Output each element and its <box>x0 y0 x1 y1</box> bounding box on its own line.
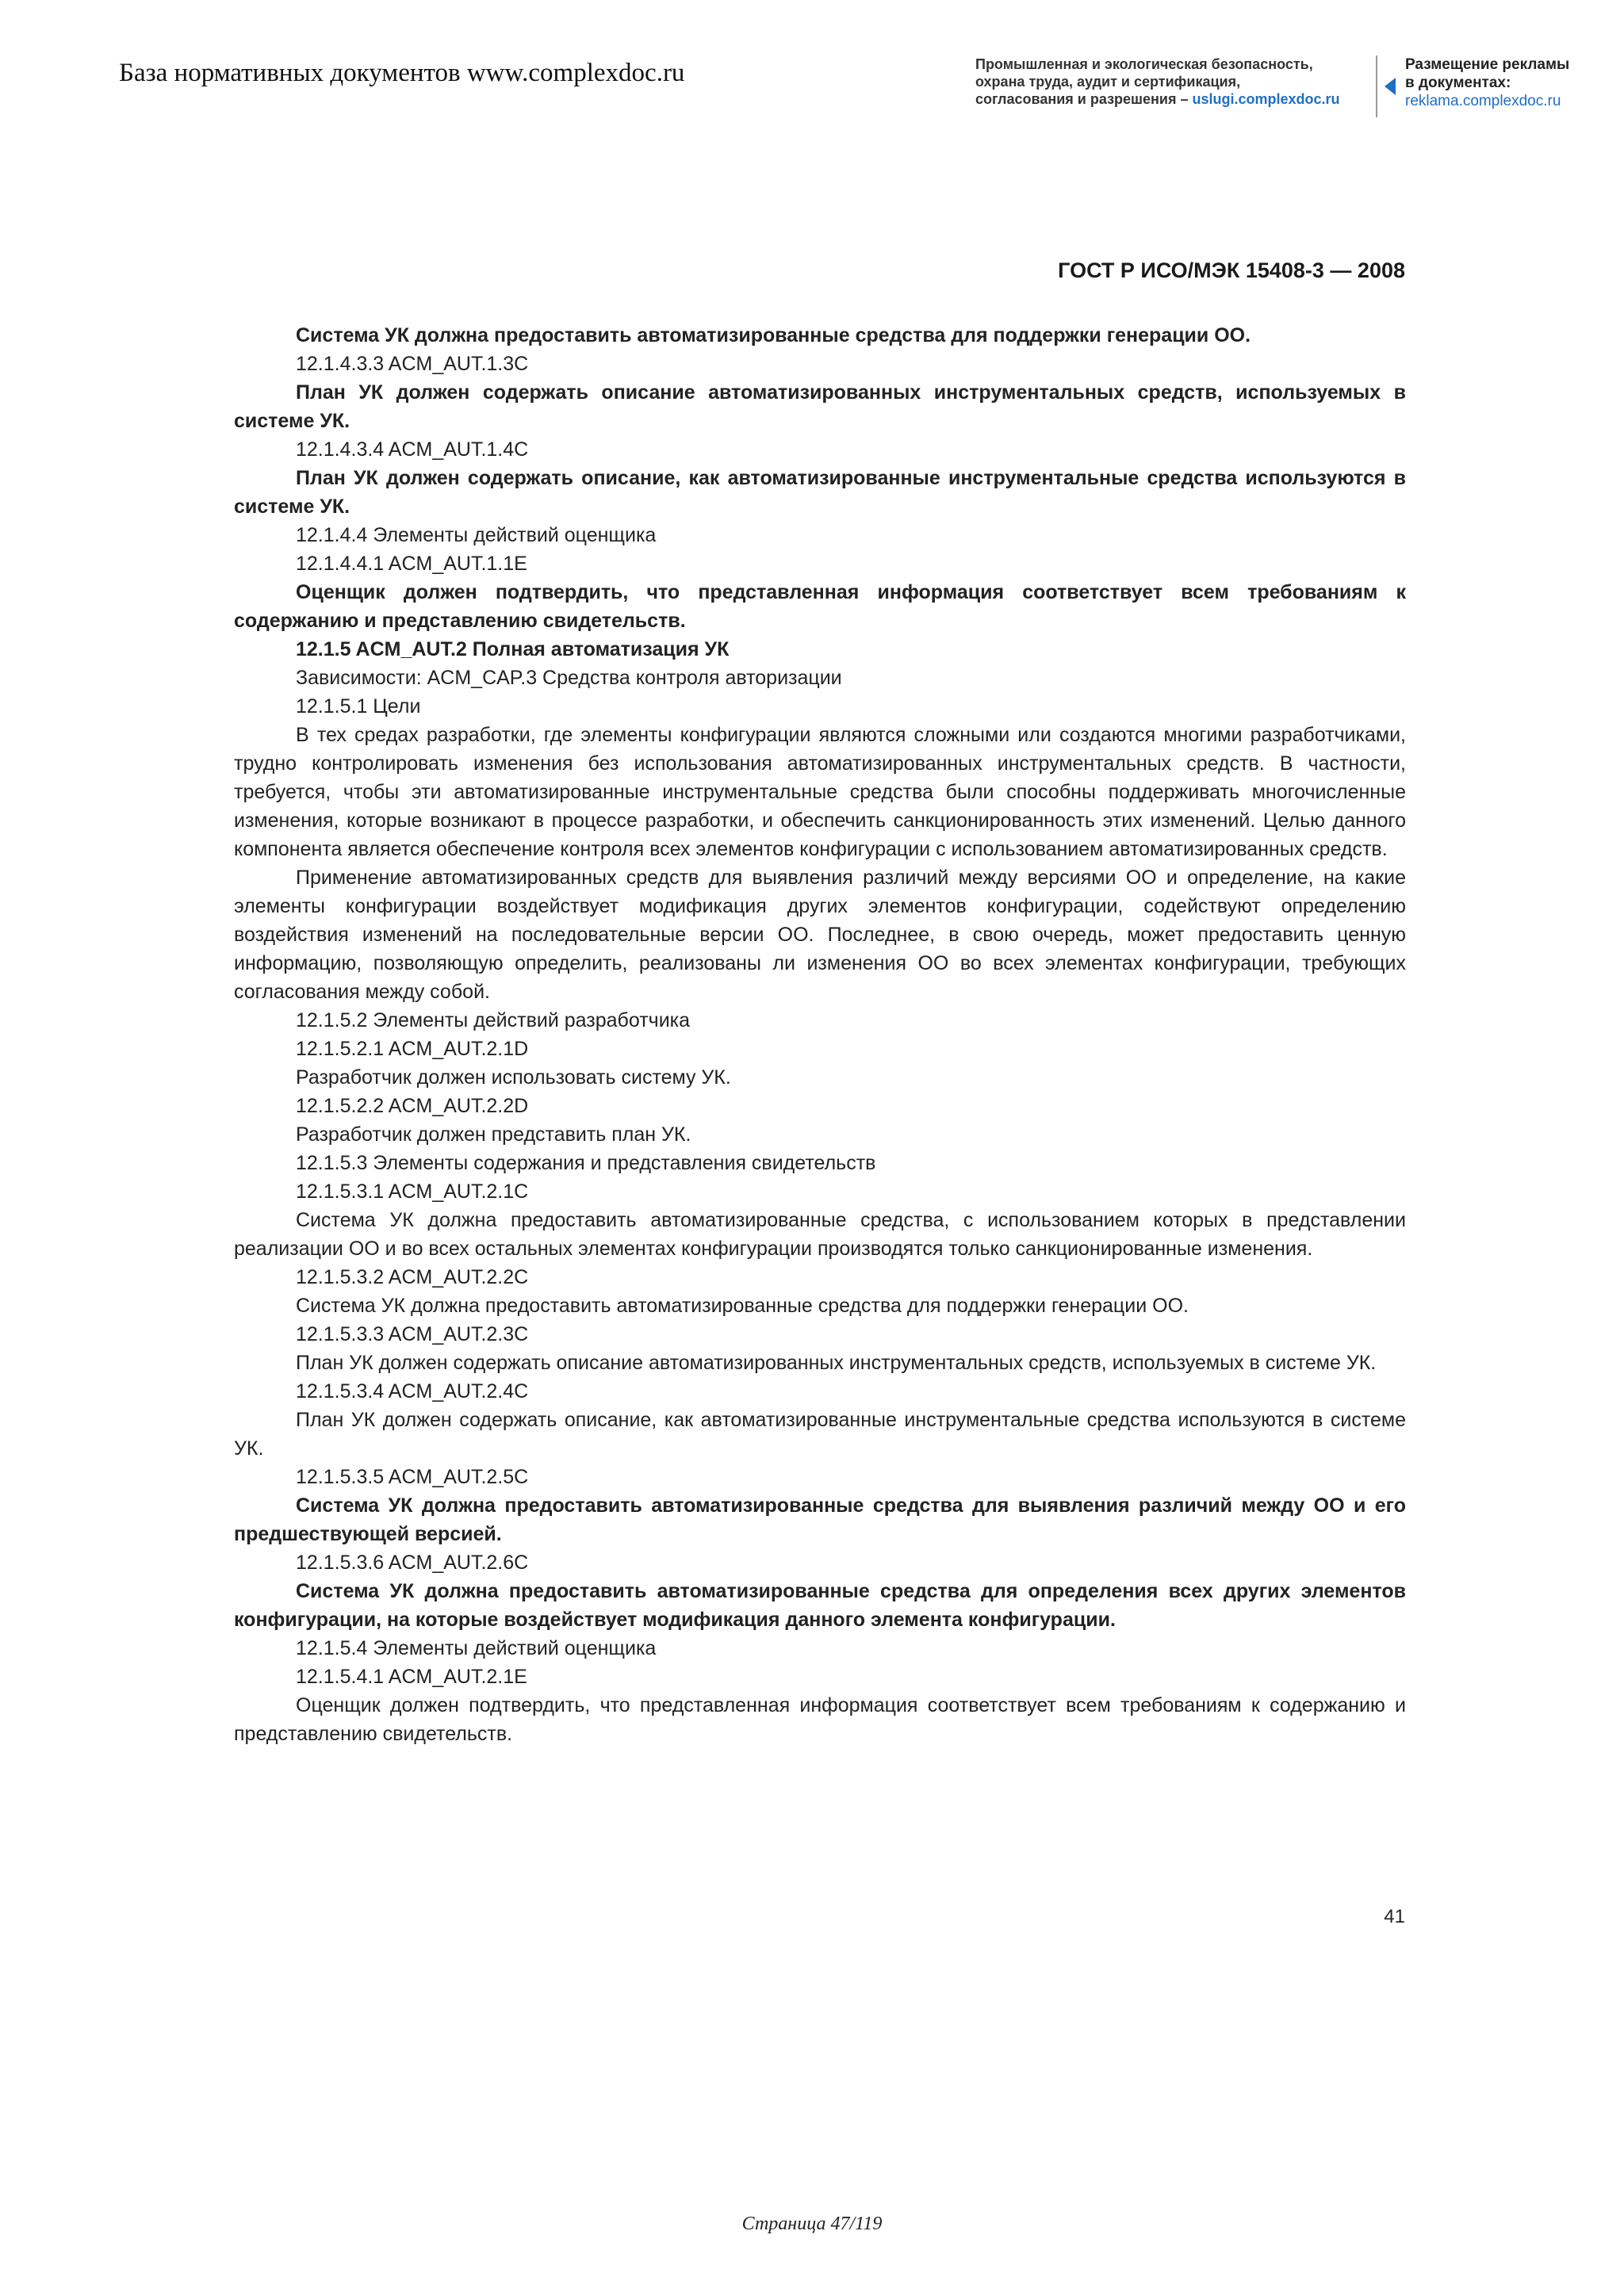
paragraph: 12.1.5.3.6 ACM_AUT.2.6C <box>296 1552 529 1574</box>
promo-line <box>975 90 1364 108</box>
paragraph: 12.1.4.3.3 ACM_AUT.1.3C <box>296 353 529 375</box>
paragraph: 12.1.5.4.1 ACM_AUT.2.1E <box>296 1666 527 1688</box>
paragraph: 12.1.5.3.3 ACM_AUT.2.3C <box>296 1323 529 1345</box>
promo-line: Промышленная и экологическая безопасность, <box>975 56 1313 72</box>
page-number: 41 <box>1384 1906 1405 1927</box>
paragraph: Система УК должна предоставить автоматизированные средства для поддержки генерации ОО. <box>296 1295 1189 1317</box>
bold-paragraph: Система УК должна предоставить автоматизированные средства для выявления различий между ОО и его предшествующей версией. <box>234 1494 1406 1545</box>
paragraph: Оценщик должен подтвердить, что представленная информация соответствует всем требованиям к содержанию и представлению свидетельств. <box>234 1694 1406 1745</box>
paragraph: 12.1.4.4 Элементы действий оценщика <box>296 524 657 546</box>
bold-paragraph: Система УК должна предоставить автоматизированные средства для поддержки генерации ОО. <box>296 324 1251 346</box>
paragraph: 12.1.5.3 Элементы содержания и представления свидетельств <box>296 1152 876 1174</box>
paragraph: Применение автоматизированных средств для выявления различий между версиями ОО и определение, на какие элементы конфигурации воздействует модификация других элементов конфигурации, содействуют определению воздействия изменений на последовательные версии ОО. Последнее, в свою очередь, может предоставить ценную информацию, позволяющую определить, реализованы ли изменения ОО во всех элементах конфигурации, требующих согласования между собой. <box>234 867 1406 1003</box>
arrow-left-icon <box>1385 78 1396 95</box>
paragraph: 12.1.5.1 Цели <box>296 695 421 718</box>
promo-line: охрана труда, аудит и сертификация, <box>975 74 1241 90</box>
header-divider <box>1376 55 1377 117</box>
paragraph: В тех средах разработки, где элементы конфигурации являются сложными или создаются многими разработчиками, трудно контролировать изменения без использования автоматизированных инструментальных средств. В частности, требуется, чтобы эти автоматизированные инструментальные средства были способны поддерживать многочисленные изменения, которые возникают в процессе разработки, и обеспечить санкционированность этих изменений. Целью данного компонента является обеспечение контроля всех элементов конфигурации с использованием автоматизированных средств. <box>234 724 1406 860</box>
advertising-block <box>1405 55 1595 110</box>
paragraph: 12.1.4.4.1 ACM_AUT.1.1E <box>296 553 527 575</box>
services-promo <box>975 55 1364 108</box>
paragraph: План УК должен содержать описание автоматизированных инструментальных средств, используемых в системе УК. <box>296 1352 1377 1374</box>
site-title[interactable]: База нормативных документов www.complexdoc.ru <box>119 59 685 87</box>
paragraph: 12.1.5.3.2 ACM_AUT.2.2C <box>296 1266 529 1288</box>
paragraph: 12.1.5.2.1 ACM_AUT.2.1D <box>296 1038 529 1060</box>
bold-paragraph: Система УК должна предоставить автоматизированные средства для определения всех других элементов конфигурации, на которые воздействует модификация данного элемента конфигурации. <box>234 1580 1406 1631</box>
paragraph: 12.1.5.2 Элементы действий разработчика <box>296 1009 691 1031</box>
document-body <box>234 321 1406 1748</box>
paragraph: 12.1.5.2.2 ACM_AUT.2.2D <box>296 1095 529 1117</box>
paragraph: Система УК должна предоставить автоматизированные средства, с использованием которых в представлении реализации ОО и во всех остальных элементах конфигурации производятся только санкционированные изменения. <box>234 1209 1406 1260</box>
page-counter: Страница 47/119 <box>741 2214 883 2234</box>
standard-id: ГОСТ Р ИСО/МЭК 15408-3 — 2008 <box>1058 258 1405 282</box>
paragraph: 12.1.4.3.4 ACM_AUT.1.4C <box>296 438 529 461</box>
bold-paragraph: Оценщик должен подтвердить, что представленная информация соответствует всем требованиям к содержанию и представлению свидетельств. <box>234 581 1406 632</box>
paragraph: Зависимости: ACM_CAP.3 Средства контроля авторизации <box>296 667 842 689</box>
bold-paragraph: 12.1.5 ACM_AUT.2 Полная автоматизация УК <box>296 638 730 660</box>
paragraph: Разработчик должен использовать систему УК. <box>296 1066 731 1089</box>
services-link[interactable]: uslugi.complexdoc.ru <box>1192 91 1340 107</box>
paragraph: 12.1.5.3.4 ACM_AUT.2.4C <box>296 1380 529 1402</box>
paragraph: 12.1.5.3.5 ACM_AUT.2.5C <box>296 1466 529 1488</box>
ad-line: Размещение рекламы <box>1405 56 1570 73</box>
paragraph: План УК должен содержать описание, как автоматизированные инструментальные средства используются в системе УК. <box>234 1409 1406 1460</box>
bold-paragraph: План УК должен содержать описание автоматизированных инструментальных средств, используемых в системе УК. <box>234 381 1406 432</box>
promo-line-text: согласования и разрешения – <box>975 91 1193 107</box>
paragraph: Разработчик должен представить план УК. <box>296 1123 691 1146</box>
ad-line: в документах: <box>1405 75 1511 91</box>
paragraph: 12.1.5.3.1 ACM_AUT.2.1C <box>296 1181 529 1203</box>
bold-paragraph: План УК должен содержать описание, как автоматизированные инструментальные средства используются в системе УК. <box>234 467 1406 518</box>
advertising-link[interactable]: reklama.complexdoc.ru <box>1405 93 1561 109</box>
paragraph: 12.1.5.4 Элементы действий оценщика <box>296 1637 657 1659</box>
